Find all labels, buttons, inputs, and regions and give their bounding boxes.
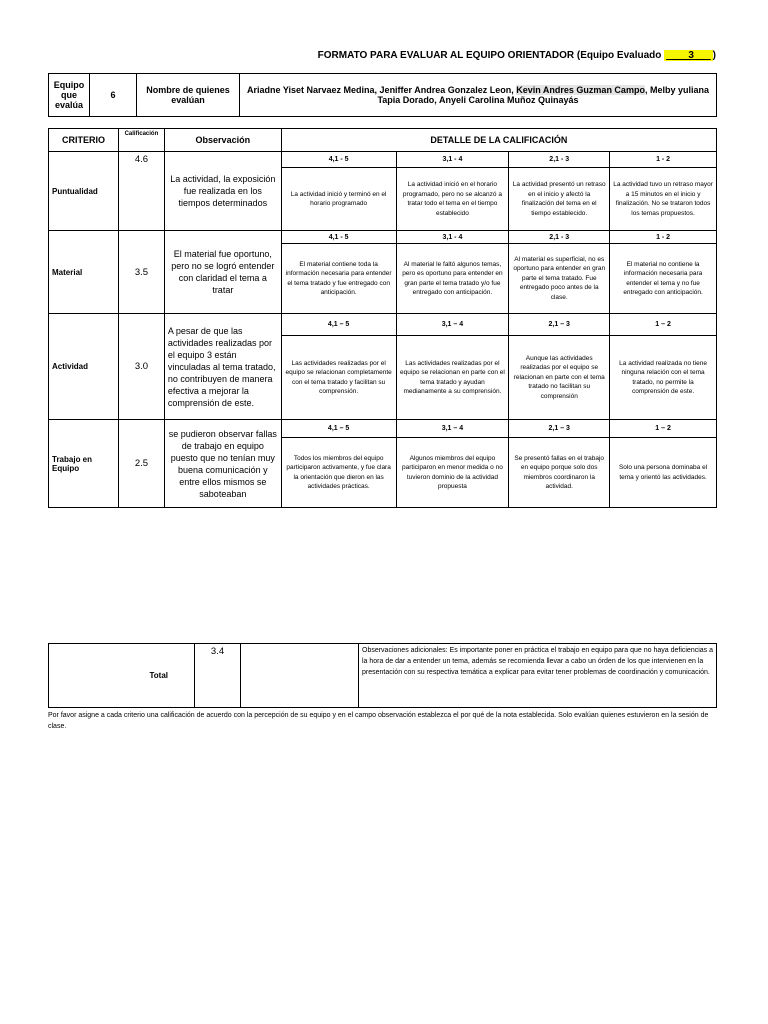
- description-cell: Algunos miembros del equipo participaron en menor medida o no tuvieron dominio de la actividad propuesta: [396, 438, 509, 508]
- range-cell: 4,1 – 5: [281, 314, 396, 336]
- criterion-puntualidad: Puntualidad: [49, 152, 119, 231]
- title-suffix: ): [712, 50, 716, 61]
- score-material: 3.5: [118, 231, 164, 314]
- score-actividad: 3.0: [118, 314, 164, 420]
- description-cell: El material no contiene la información necesaria para entender el tema y no fue entregado con anticipación.: [610, 244, 717, 314]
- total-score: 3.4: [195, 644, 241, 708]
- description-cell: Las actividades realizadas por el equipo se relacionan completamente con el tema tratado y facilitan su comprensión.: [281, 336, 396, 420]
- range-cell: 2,1 – 3: [509, 314, 610, 336]
- range-cell: 4,1 – 5: [281, 420, 396, 438]
- evaluator-header-table: [48, 73, 717, 117]
- team-value: 6: [90, 74, 137, 117]
- names-highlight: Kevin Andres Guzman Campo: [516, 85, 645, 95]
- range-cell: 2,1 – 3: [509, 420, 610, 438]
- description-cell: La actividad presentó un retraso en el inicio y afectó la finalización del tema en el tiempo establecido.: [509, 168, 610, 231]
- rubric-table: [48, 128, 717, 508]
- observation-trabajo-en-equipo: se pudieron observar fallas de trabajo en equipo puesto que no tenían muy buena comunicación y entre ellos mismos se saboteaban: [164, 420, 281, 508]
- description-cell: Se presentó fallas en el trabajo en equipo porque solo dos miembros coordinaron la actividad.: [509, 438, 610, 508]
- description-cell: Aunque las actividades realizadas por el equipo se relacionan en parte con el tema tratado no facilitan su comprensión: [509, 336, 610, 420]
- description-cell: La actividad inició en el horario programado, pero no se alcanzó a tratar todo el tema en el tiempo establecido: [396, 168, 509, 231]
- description-cell: El material contiene toda la información necesaria para entender el tema tratado y fue entregado con anticipación.: [281, 244, 396, 314]
- additional-observations: Observaciones adicionales: Es importante poner en práctica el trabajo en equipo para que no haya deficiencias a la hora de dar a entender un tema, además se recomienda llevar a cabo un órden de los que intervienen en la presentación con su respectiva temática a explicar para evitar tener problemas de coordinación y comunicación.: [359, 644, 717, 708]
- score-trabajo-en-equipo: 2.5: [118, 420, 164, 508]
- team-label: Equipo que evalúa: [49, 74, 90, 117]
- range-cell: 3,1 – 4: [396, 314, 509, 336]
- total-table: [48, 643, 717, 708]
- names-part2: , Melby yuliana Tapia Dorado, Anyeli Carolina Muñoz Quinayás: [377, 85, 709, 105]
- range-cell: 2,1 - 3: [509, 152, 610, 168]
- range-cell: 4,1 - 5: [281, 231, 396, 244]
- range-cell: 3,1 – 4: [396, 420, 509, 438]
- observation-puntualidad: La actividad, la exposición fue realizada en los tiempos determinados: [164, 152, 281, 231]
- criterion-actividad: Actividad: [49, 314, 119, 420]
- observation-material: El material fue oportuno, pero no se logró entender con claridad el tema a tratar: [164, 231, 281, 314]
- description-cell: La actividad inició y terminó en el horario programado: [281, 168, 396, 231]
- criterion-material: Material: [49, 231, 119, 314]
- evaluator-names: [240, 74, 717, 117]
- instructions-footnote: Por favor asigne a cada criterio una calificación de acuerdo con la percepción de su equipo y en el campo observación establezca el por qué de la nota establecida. Solo evalúan quienes estuvieron en la sesión de clase.: [48, 712, 709, 730]
- col-detalle: DETALLE DE LA CALIFICACIÓN: [281, 129, 716, 152]
- description-cell: La actividad realizada no tiene ninguna relación con el tema tratado, no permite la comprensión de este.: [610, 336, 717, 420]
- col-observacion: Observación: [164, 129, 281, 152]
- document-title: [318, 50, 716, 61]
- total-label: Total: [49, 644, 195, 708]
- title-prefix: FORMATO PARA EVALUAR AL EQUIPO ORIENTADOR (Equipo Evaluado: [317, 50, 665, 61]
- names-label: Nombre de quienes evalúan: [137, 74, 240, 117]
- observation-actividad: A pesar de que las actividades realizadas por el equipo 3 están vinculadas al tema tratado, no contribuyen de manera efectiva a mejorar la comprensión de este.: [164, 314, 281, 420]
- criterion-trabajo-en-equipo: Trabajo en Equipo: [49, 420, 119, 508]
- range-cell: 1 – 2: [610, 420, 717, 438]
- col-calificacion: Calificación: [118, 129, 164, 152]
- description-cell: La actividad tuvo un retraso mayor a 15 minutos en el inicio y finalización. No se trataron todos los temas propuestos.: [610, 168, 717, 231]
- description-cell: Todos los miembros del equipo participaron activamente, y fue clara la orientación que dieron en las actividades prácticas.: [281, 438, 396, 508]
- score-puntualidad: 4.6: [118, 152, 164, 231]
- range-cell: 1 - 2: [610, 152, 717, 168]
- range-cell: 1 - 2: [610, 231, 717, 244]
- description-cell: Las actividades realizadas por el equipo se relacionan en parte con el tema tratado y ayudan medianamente a su comprensión.: [396, 336, 509, 420]
- range-cell: 3,1 - 4: [396, 231, 509, 244]
- names-part1: Ariadne Yiset Narvaez Medina, Jeniffer Andrea Gonzalez Leon,: [247, 85, 517, 95]
- col-criterio: CRITERIO: [49, 129, 119, 152]
- description-cell: Solo una persona dominaba el tema y orientó las actividades.: [610, 438, 717, 508]
- team-evaluated-value: ____3___: [666, 50, 711, 61]
- range-cell: 4,1 - 5: [281, 152, 396, 168]
- description-cell: Al material le faltó algunos temas, pero es oportuno para entender en gran parte el tema tratado y/o fue entregado con anticipación.: [396, 244, 509, 314]
- range-cell: 2,1 - 3: [509, 231, 610, 244]
- range-cell: 1 – 2: [610, 314, 717, 336]
- description-cell: Al material es superficial, no es oportuno para entender en gran parte el tema tratado. Fue entregado poco antes de la clase.: [509, 244, 610, 314]
- total-blank-cell: [241, 644, 359, 708]
- range-cell: 3,1 - 4: [396, 152, 509, 168]
